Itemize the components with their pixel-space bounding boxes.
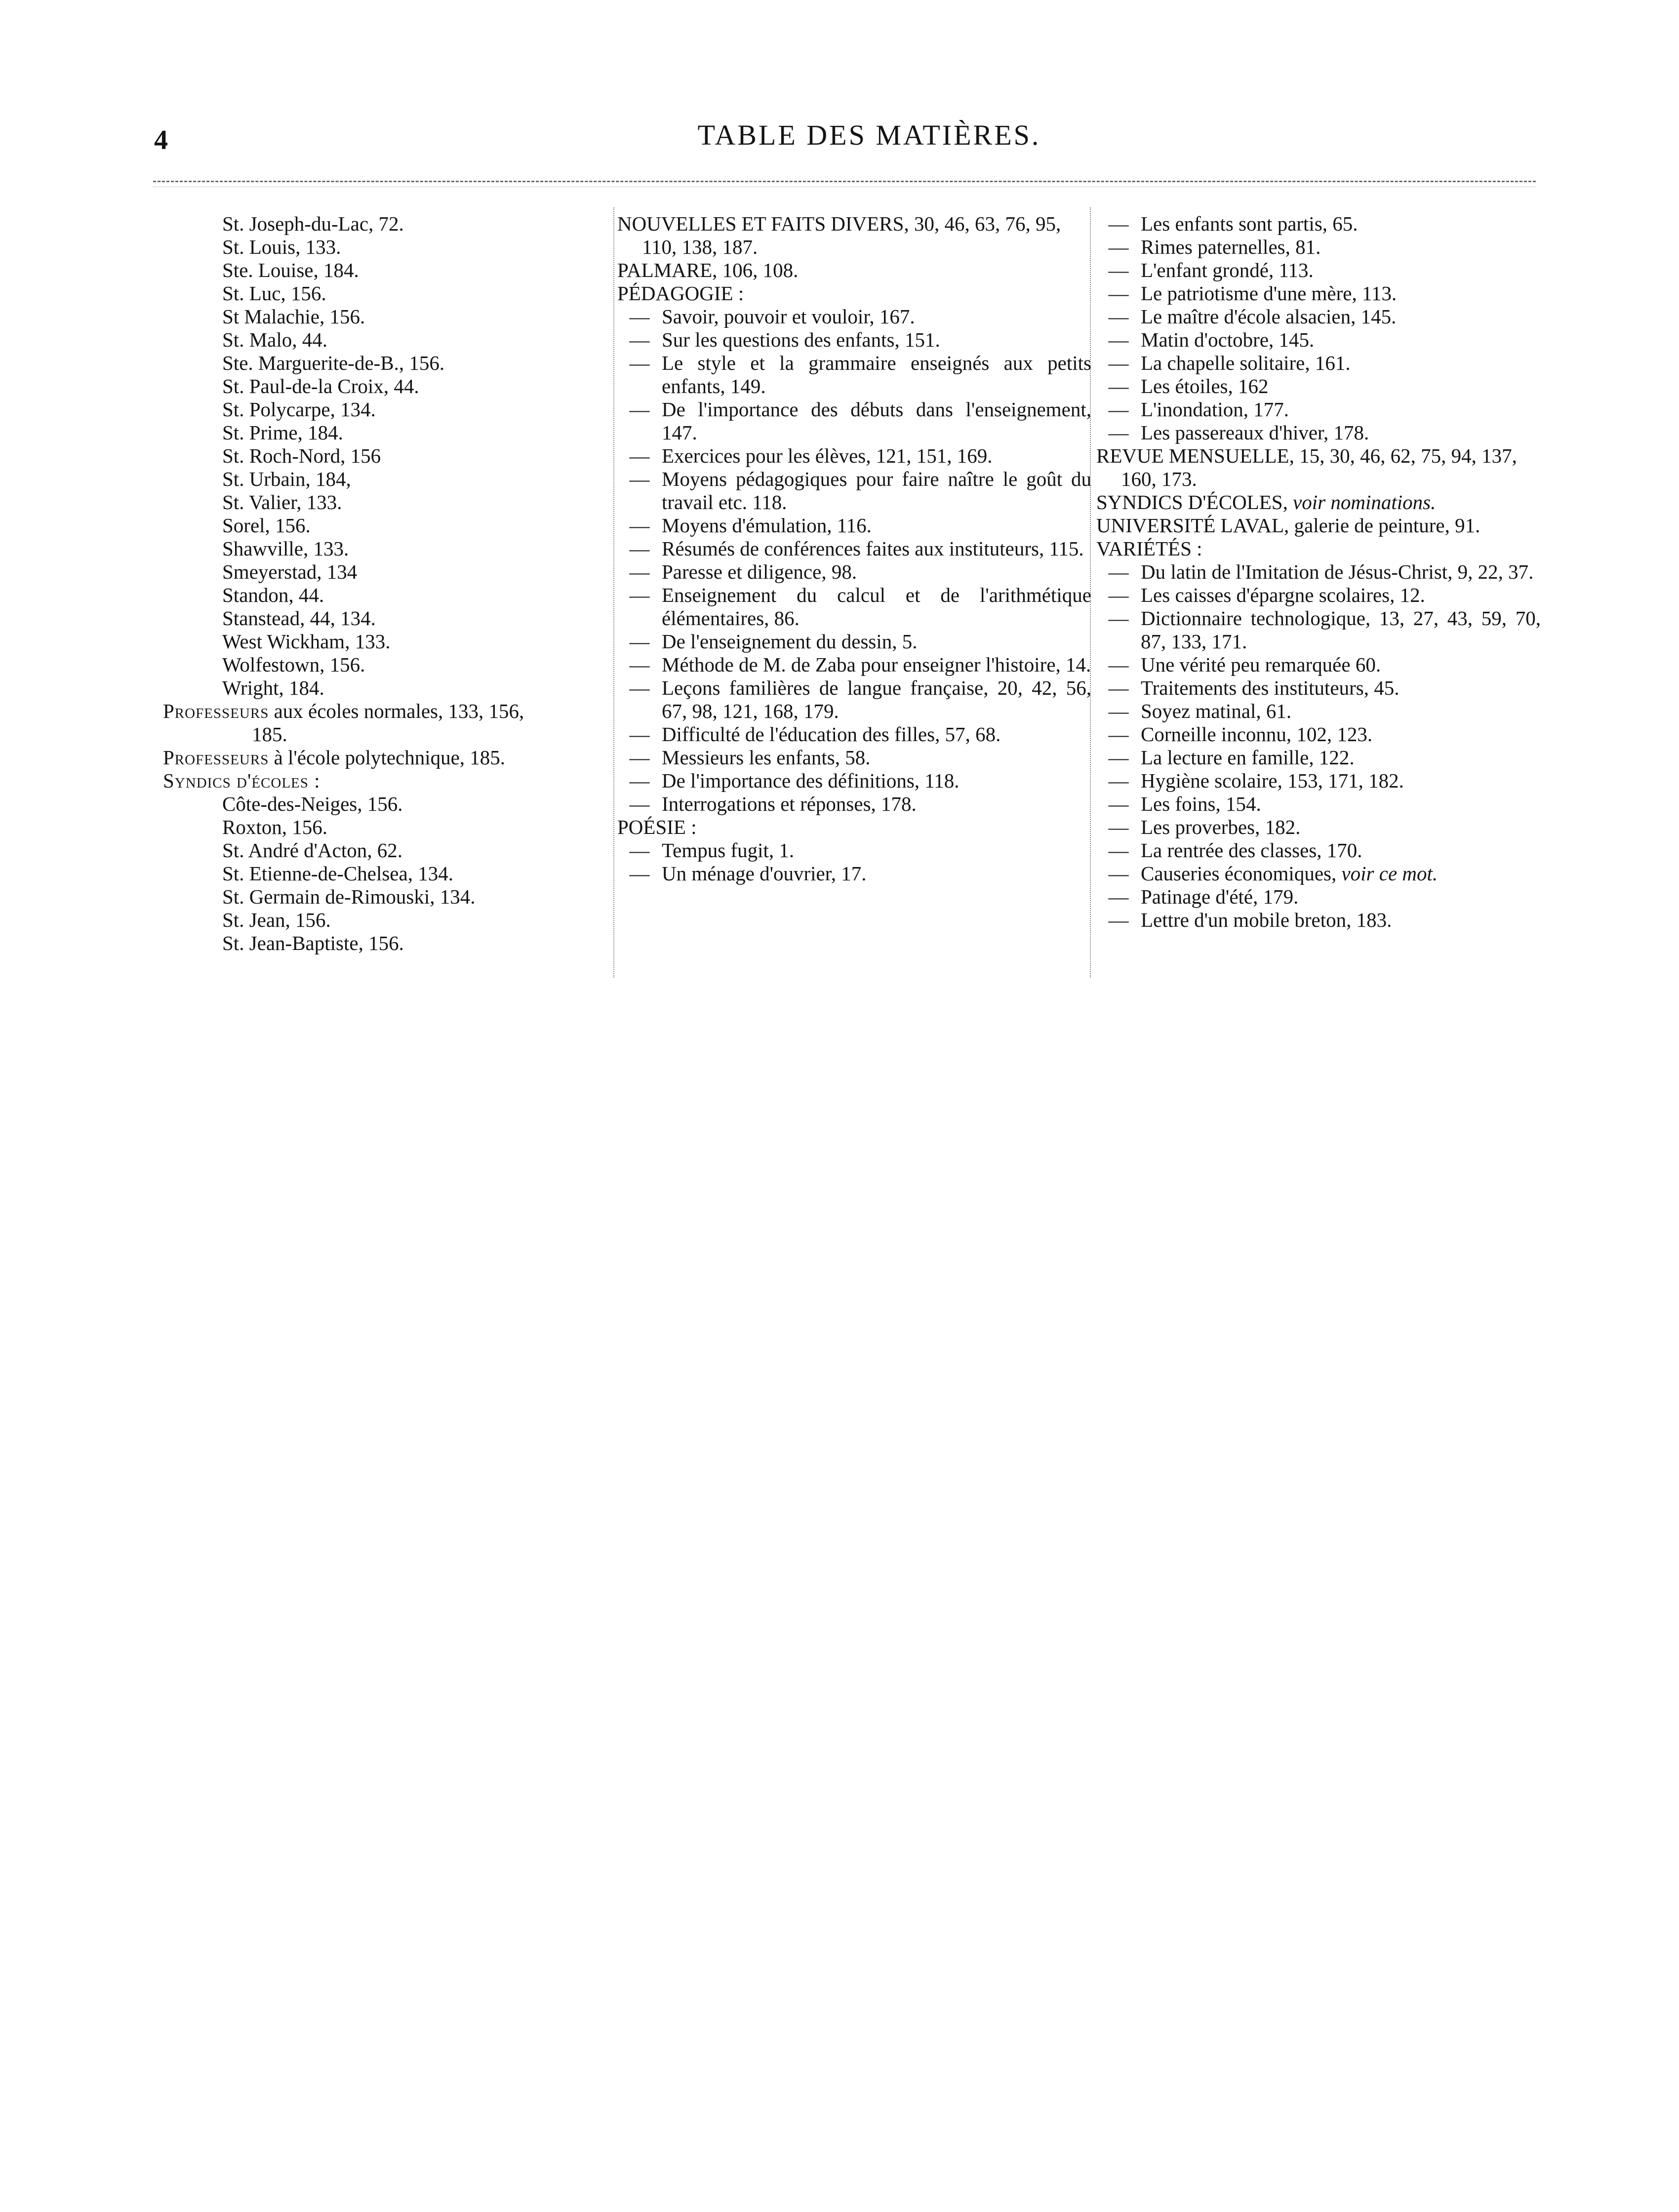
list-item-text: Dictionnaire technologique, 13, 27, 43, 59, 70, 87, 133, 171. bbox=[1141, 607, 1541, 653]
dash-mark: — bbox=[1108, 236, 1129, 258]
list-item bbox=[617, 560, 1091, 584]
dash-mark: — bbox=[1108, 398, 1129, 421]
varietes-list bbox=[1096, 560, 1541, 932]
dash-mark: — bbox=[1108, 282, 1129, 305]
list-item-text: L'enfant grondé, 113. bbox=[1141, 259, 1314, 281]
dash-mark: — bbox=[1108, 305, 1129, 328]
list-item bbox=[1096, 792, 1541, 816]
column-2 bbox=[617, 212, 1091, 885]
list-item-text: Corneille inconnu, 102, 123. bbox=[1141, 723, 1373, 746]
list-item bbox=[1096, 839, 1541, 862]
list-item-text: Traitements des instituteurs, 45. bbox=[1141, 676, 1399, 699]
list-item-text bbox=[1141, 862, 1541, 885]
list-item-text: Les étoiles, 162 bbox=[1141, 375, 1269, 397]
syndics-voir-ref: voir nominations. bbox=[1287, 491, 1436, 514]
dash-mark: — bbox=[1108, 885, 1129, 908]
place-entry: Standon, 44. bbox=[222, 584, 324, 606]
place-entry: Smeyerstad, 134 bbox=[222, 560, 358, 583]
prof-normales-text: aux écoles normales, 133, 156, bbox=[269, 700, 524, 722]
list-item bbox=[617, 769, 1091, 792]
prof-poly-label: Professeurs bbox=[163, 746, 269, 769]
prof-normales-cont bbox=[222, 723, 632, 746]
dash-mark: — bbox=[629, 630, 650, 653]
causeries-ref: voir ce mot. bbox=[1336, 862, 1438, 885]
list-item-text: Du latin de l'Imitation de Jésus-Christ, 9, 22, 37. bbox=[1141, 560, 1534, 583]
list-item bbox=[1096, 746, 1541, 769]
place-entry: St. Joseph-du-Lac, 72. bbox=[222, 212, 404, 235]
list-item-text: Interrogations et réponses, 178. bbox=[662, 792, 917, 815]
page-title: TABLE DES MATIÈRES. bbox=[697, 119, 1041, 151]
dash-mark: — bbox=[629, 305, 650, 328]
list-item bbox=[617, 792, 1091, 816]
list-item-text: L'inondation, 177. bbox=[1141, 398, 1289, 421]
list-item-text: Les foins, 154. bbox=[1141, 792, 1261, 815]
list-item-text: Une vérité peu remarquée 60. bbox=[1141, 653, 1381, 676]
list-item bbox=[617, 676, 1091, 723]
list-item bbox=[1096, 676, 1541, 700]
places-list-1 bbox=[222, 212, 632, 700]
list-item bbox=[1096, 560, 1541, 584]
dash-mark: — bbox=[1108, 792, 1129, 815]
page-number: 4 bbox=[154, 125, 168, 156]
list-item-text: Sur les questions des enfants, 151. bbox=[662, 328, 940, 351]
syndics-voir-main: SYNDICS D'ÉCOLES, bbox=[1096, 491, 1288, 514]
list-item-text: Les proverbes, 182. bbox=[1141, 816, 1301, 838]
list-item bbox=[617, 746, 1091, 769]
list-item-text: Savoir, pouvoir et vouloir, 167. bbox=[662, 305, 915, 328]
dash-mark: — bbox=[1108, 700, 1129, 722]
dash-mark: — bbox=[629, 792, 650, 815]
list-item-text: Matin d'octobre, 145. bbox=[1141, 328, 1315, 351]
dash-mark: — bbox=[1108, 421, 1129, 444]
list-item bbox=[1096, 305, 1541, 328]
place-entry: Ste. Louise, 184. bbox=[222, 259, 359, 281]
causeries-main: Causeries économiques, bbox=[1141, 862, 1337, 885]
place-entry: St. Etienne-de-Chelsea, 134. bbox=[222, 862, 453, 885]
dash-mark: — bbox=[629, 398, 650, 421]
list-item-text: Le patriotisme d'une mère, 113. bbox=[1141, 282, 1397, 305]
list-item-text: Rimes paternelles, 81. bbox=[1141, 236, 1321, 258]
list-item bbox=[1096, 352, 1541, 375]
dash-mark: — bbox=[629, 468, 650, 490]
list-item-text: Les caisses d'épargne scolaires, 12. bbox=[1141, 584, 1425, 606]
dash-mark: — bbox=[1108, 862, 1129, 885]
list-item-text: De l'enseignement du dessin, 5. bbox=[662, 630, 918, 653]
list-item-text: De l'importance des définitions, 118. bbox=[662, 769, 959, 792]
dash-mark: — bbox=[629, 769, 650, 792]
dash-mark: — bbox=[1108, 352, 1129, 374]
list-item bbox=[1096, 328, 1541, 352]
poesie-list bbox=[617, 839, 1091, 885]
list-item-text: Soyez matinal, 61. bbox=[1141, 700, 1292, 722]
list-item bbox=[1096, 908, 1541, 932]
place-entry: West Wickham, 133. bbox=[222, 630, 391, 653]
list-item-text: Méthode de M. de Zaba pour enseigner l'histoire, 14. bbox=[662, 653, 1091, 676]
list-item bbox=[1096, 769, 1541, 792]
list-item-text: Moyens pédagogiques pour faire naître le goût du travail etc. 118. bbox=[662, 468, 1091, 514]
dash-mark: — bbox=[629, 653, 650, 676]
list-item-text: Enseignement du calcul et de l'arithmétique élémentaires, 86. bbox=[662, 584, 1091, 630]
list-item bbox=[617, 444, 1091, 468]
list-item bbox=[1096, 653, 1541, 676]
place-entry: St. André d'Acton, 62. bbox=[222, 839, 402, 862]
nouvelles-heading: NOUVELLES ET FAITS DIVERS, 30, 46, 63, 76, 95, 110, 138, 187. bbox=[617, 212, 1061, 258]
list-item-text: Tempus fugit, 1. bbox=[662, 839, 795, 862]
place-entry: Sorel, 156. bbox=[222, 514, 311, 537]
list-item-text: Lettre d'un mobile breton, 183. bbox=[1141, 908, 1392, 931]
list-item-text: La lecture en famille, 122. bbox=[1141, 746, 1355, 769]
place-entry: St. Malo, 44. bbox=[222, 328, 327, 351]
dash-mark: — bbox=[1108, 746, 1129, 769]
place-entry: St. Valier, 133. bbox=[222, 491, 342, 514]
place-entry: St. Roch-Nord, 156 bbox=[222, 444, 381, 467]
dash-mark: — bbox=[629, 584, 650, 606]
list-item bbox=[1096, 375, 1541, 398]
list-item-text: De l'importance des débuts dans l'enseignement, 147. bbox=[662, 398, 1091, 444]
dash-mark: — bbox=[1108, 375, 1129, 397]
dash-mark: — bbox=[1108, 328, 1129, 351]
dash-mark: — bbox=[1108, 560, 1129, 583]
varietes-heading: VARIÉTÉS : bbox=[1096, 537, 1202, 560]
prof-normales-heading bbox=[163, 700, 632, 723]
place-entry: Stanstead, 44, 134. bbox=[222, 607, 376, 630]
dash-mark: — bbox=[629, 514, 650, 537]
list-item-text: Hygiène scolaire, 153, 171, 182. bbox=[1141, 769, 1404, 792]
dash-mark: — bbox=[1108, 769, 1129, 792]
list-item bbox=[1096, 212, 1541, 236]
place-entry: Wolfestown, 156. bbox=[222, 653, 365, 676]
list-item-text: Moyens d'émulation, 116. bbox=[662, 514, 872, 537]
list-item bbox=[617, 723, 1091, 746]
dash-mark: — bbox=[1108, 908, 1129, 931]
dash-mark: — bbox=[629, 560, 650, 583]
place-entry: St. Jean, 156. bbox=[222, 908, 331, 931]
dash-mark: — bbox=[1108, 723, 1129, 746]
list-item bbox=[617, 537, 1091, 560]
list-item bbox=[1096, 607, 1541, 653]
dash-mark: — bbox=[629, 676, 650, 699]
list-item-text: Leçons familières de langue française, 20, 42, 56, 67, 98, 121, 168, 179. bbox=[662, 676, 1091, 722]
palmare-heading: PALMARE, 106, 108. bbox=[617, 259, 799, 281]
dash-mark: — bbox=[629, 352, 650, 374]
list-item bbox=[617, 630, 1091, 653]
dash-mark: — bbox=[1108, 816, 1129, 838]
dash-mark: — bbox=[1108, 607, 1129, 630]
list-item bbox=[617, 862, 1091, 885]
list-item-text: Résumés de conférences faites aux instituteurs, 115. bbox=[662, 537, 1084, 560]
place-entry: Wright, 184. bbox=[222, 676, 324, 699]
header-rule bbox=[153, 181, 1536, 182]
column-3 bbox=[1096, 212, 1541, 932]
list-item bbox=[1096, 700, 1541, 723]
prof-normales-label: Professeurs bbox=[163, 700, 269, 722]
list-item bbox=[1096, 398, 1541, 421]
list-item bbox=[1096, 584, 1541, 607]
list-item-text: Le style et la grammaire enseignés aux petits enfants, 149. bbox=[662, 352, 1091, 397]
universite-heading: UNIVERSITÉ LAVAL, galerie de peinture, 91. bbox=[1096, 514, 1480, 537]
list-item bbox=[1096, 259, 1541, 282]
prof-normales-cont-text: 185. bbox=[252, 723, 287, 746]
dash-mark: — bbox=[629, 746, 650, 769]
place-entry: Côte-des-Neiges, 156. bbox=[222, 792, 403, 815]
list-item-text: Les passereaux d'hiver, 178. bbox=[1141, 421, 1369, 444]
list-item-text: Un ménage d'ouvrier, 17. bbox=[662, 862, 867, 885]
poesie-heading: POÉSIE : bbox=[617, 816, 697, 838]
place-entry: Roxton, 156. bbox=[222, 816, 327, 838]
list-item-text: La chapelle solitaire, 161. bbox=[1141, 352, 1351, 374]
list-item bbox=[617, 398, 1091, 444]
dash-mark: — bbox=[1108, 259, 1129, 281]
place-entry: St. Luc, 156. bbox=[222, 282, 326, 305]
dash-mark: — bbox=[1108, 839, 1129, 862]
list-item bbox=[617, 352, 1091, 398]
prof-poly-text: à l'école polytechnique, 185. bbox=[269, 746, 506, 769]
list-item-text: Le maître d'école alsacien, 145. bbox=[1141, 305, 1397, 328]
prof-poly-heading bbox=[163, 746, 632, 769]
list-item-text: Paresse et diligence, 98. bbox=[662, 560, 857, 583]
dash-mark: — bbox=[629, 537, 650, 560]
list-item-text: Patinage d'été, 179. bbox=[1141, 885, 1299, 908]
column-1 bbox=[163, 212, 632, 955]
list-item bbox=[617, 653, 1091, 676]
dash-mark: — bbox=[629, 839, 650, 862]
list-item bbox=[617, 305, 1091, 328]
syndics-voir-heading bbox=[1096, 491, 1541, 514]
dash-mark: — bbox=[629, 723, 650, 746]
pedagogie-list bbox=[617, 305, 1091, 816]
list-item bbox=[617, 514, 1091, 537]
list-item bbox=[617, 839, 1091, 862]
place-entry: St. Paul-de-la Croix, 44. bbox=[222, 375, 419, 397]
place-entry: St. Urbain, 184, bbox=[222, 468, 351, 490]
place-entry: Shawville, 133. bbox=[222, 537, 349, 560]
dash-mark: — bbox=[629, 444, 650, 467]
list-item-text: Difficulté de l'éducation des filles, 57, 68. bbox=[662, 723, 1001, 746]
dash-mark: — bbox=[1108, 676, 1129, 699]
dash-mark: — bbox=[1108, 584, 1129, 606]
list-item bbox=[617, 584, 1091, 630]
list-item bbox=[1096, 862, 1541, 885]
list-item-text: Exercices pour les élèves, 121, 151, 169. bbox=[662, 444, 993, 467]
list-item bbox=[1096, 885, 1541, 908]
list-item bbox=[1096, 816, 1541, 839]
places-list-2 bbox=[222, 792, 632, 955]
place-entry: St. Louis, 133. bbox=[222, 236, 341, 258]
place-entry: St. Germain de-Rimouski, 134. bbox=[222, 885, 476, 908]
list-item-text: Messieurs les enfants, 58. bbox=[662, 746, 871, 769]
place-entry: St. Jean-Baptiste, 156. bbox=[222, 932, 404, 954]
list-item-text: La rentrée des classes, 170. bbox=[1141, 839, 1362, 862]
syndics-heading: Syndics d'écoles : bbox=[163, 769, 320, 792]
list-item bbox=[617, 468, 1091, 514]
poesie-list-cont bbox=[1096, 212, 1541, 444]
list-item bbox=[617, 328, 1091, 352]
revue-heading: REVUE MENSUELLE, 15, 30, 46, 62, 75, 94, 137, 160, 173. bbox=[1096, 444, 1517, 490]
dash-mark: — bbox=[1108, 212, 1129, 235]
place-entry: St. Polycarpe, 134. bbox=[222, 398, 376, 421]
list-item bbox=[1096, 282, 1541, 305]
dash-mark: — bbox=[629, 862, 650, 885]
place-entry: St. Prime, 184. bbox=[222, 421, 343, 444]
place-entry: Ste. Marguerite-de-B., 156. bbox=[222, 352, 445, 374]
list-item-text: Les enfants sont partis, 65. bbox=[1141, 212, 1358, 235]
dash-mark: — bbox=[1108, 653, 1129, 676]
list-item bbox=[1096, 421, 1541, 444]
pedagogie-heading: PÉDAGOGIE : bbox=[617, 282, 744, 305]
list-item bbox=[1096, 236, 1541, 259]
list-item bbox=[1096, 723, 1541, 746]
place-entry: St Malachie, 156. bbox=[222, 305, 365, 328]
dash-mark: — bbox=[629, 328, 650, 351]
